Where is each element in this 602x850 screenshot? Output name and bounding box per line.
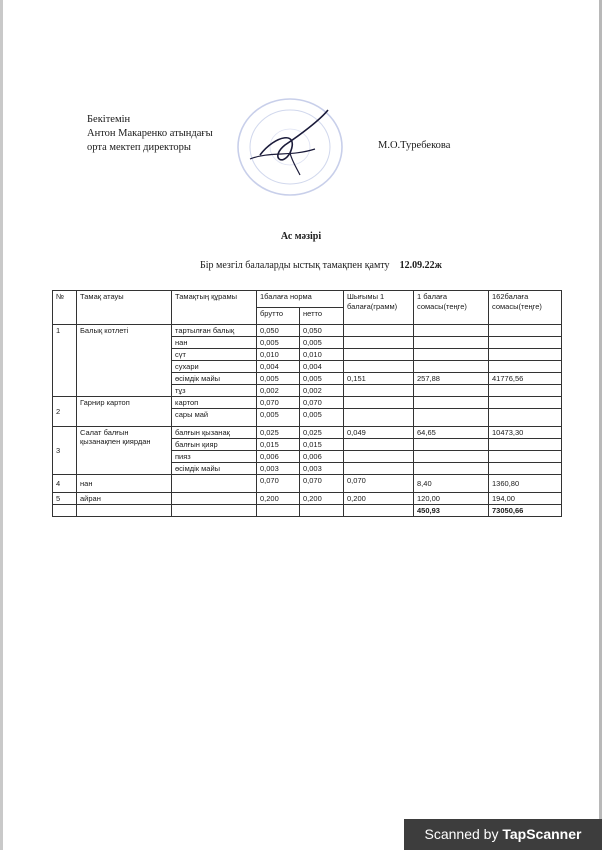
cell-dish: айран	[77, 493, 172, 505]
cell-yield	[344, 337, 414, 349]
cell-brutto: 0,005	[257, 409, 300, 427]
cell-netto: 0,005	[300, 373, 344, 385]
header-brutto: брутто	[257, 308, 300, 325]
table-row	[53, 325, 562, 337]
document-title: Ас мәзірі	[280, 231, 322, 242]
totals-row	[53, 505, 562, 517]
official-stamp-and-signature	[230, 95, 350, 205]
cell-netto: 0,003	[300, 463, 344, 475]
cell-yield	[344, 361, 414, 373]
cell-num: 4	[53, 475, 77, 493]
approval-line-3: орта мектеп директоры	[87, 142, 191, 153]
totals-empty-cell	[344, 505, 414, 517]
cell-yield	[344, 463, 414, 475]
cell-ingredient: тартылған балық	[172, 325, 257, 337]
cell-netto: 0,002	[300, 385, 344, 397]
header-yield: Шығымы 1 балаға(грамм)	[344, 291, 414, 325]
cell-yield: 0,151	[344, 373, 414, 385]
cell-cost-all	[489, 325, 562, 337]
cell-netto: 0,015	[300, 439, 344, 451]
cell-cost-one	[414, 325, 489, 337]
cell-yield: 0,049	[344, 427, 414, 439]
cell-cost-all	[489, 451, 562, 463]
cell-cost-one	[414, 385, 489, 397]
cell-cost-one	[414, 439, 489, 451]
cell-cost-one	[414, 451, 489, 463]
cell-cost-all: 194,00	[489, 493, 562, 505]
cell-netto: 0,005	[300, 337, 344, 349]
cell-ingredient: пияз	[172, 451, 257, 463]
cell-dish: Гарнир картоп	[77, 397, 172, 427]
cell-ingredient: өсімдік майы	[172, 373, 257, 385]
cell-cost-all	[489, 409, 562, 427]
header-cost-all: 162балаға сомасы(теңге)	[489, 291, 562, 325]
cell-ingredient: картоп	[172, 397, 257, 409]
cell-netto: 0,006	[300, 451, 344, 463]
cell-brutto: 0,005	[257, 373, 300, 385]
approval-line-1: Бекітемін	[87, 114, 131, 125]
cell-ingredient: тұз	[172, 385, 257, 397]
cell-yield: 0,200	[344, 493, 414, 505]
watermark-brand: TapScanner	[502, 826, 582, 842]
header-cost-one: 1 балаға сомасы(теңге)	[414, 291, 489, 325]
approval-line-2: Антон Макаренко атындағы	[87, 128, 213, 139]
cell-cost-one: 64,65	[414, 427, 489, 439]
cell-yield: 0,070	[344, 475, 414, 493]
cell-ingredient: сухари	[172, 361, 257, 373]
cell-brutto: 0,002	[257, 385, 300, 397]
cell-netto: 0,070	[300, 475, 344, 493]
cell-cost-one: 8,40	[414, 475, 489, 493]
scan-edge-left	[0, 0, 3, 850]
cell-cost-one	[414, 349, 489, 361]
table-header-row	[53, 291, 562, 308]
cell-yield	[344, 451, 414, 463]
cell-ingredient: сары май	[172, 409, 257, 427]
cell-ingredient: балғын қызанақ	[172, 427, 257, 439]
cell-cost-one: 257,88	[414, 373, 489, 385]
table-row	[53, 427, 562, 439]
cell-yield	[344, 325, 414, 337]
cell-netto: 0,025	[300, 427, 344, 439]
cell-brutto: 0,004	[257, 361, 300, 373]
cell-cost-all	[489, 463, 562, 475]
cell-brutto: 0,005	[257, 337, 300, 349]
cell-cost-all	[489, 337, 562, 349]
header-norm: 1балаға норма	[257, 291, 344, 308]
header-dish: Тамақ атауы	[77, 291, 172, 325]
totals-empty-cell	[77, 505, 172, 517]
table-row	[53, 397, 562, 409]
total-cost-all: 73050,66	[489, 505, 562, 517]
total-cost-one: 450,93	[414, 505, 489, 517]
cell-brutto: 0,200	[257, 493, 300, 505]
cell-yield	[344, 385, 414, 397]
menu-table	[52, 290, 562, 517]
cell-brutto: 0,070	[257, 397, 300, 409]
cell-cost-all: 41776,56	[489, 373, 562, 385]
cell-ingredient: балғын қияр	[172, 439, 257, 451]
cell-brutto: 0,003	[257, 463, 300, 475]
cell-cost-one	[414, 409, 489, 427]
cell-brutto: 0,070	[257, 475, 300, 493]
cell-yield	[344, 349, 414, 361]
cell-num: 2	[53, 397, 77, 427]
cell-cost-one	[414, 463, 489, 475]
cell-cost-all	[489, 349, 562, 361]
cell-num: 5	[53, 493, 77, 505]
watermark-prefix: Scanned by	[424, 826, 503, 842]
cell-cost-one	[414, 397, 489, 409]
cell-dish: Балық котлеті	[77, 325, 172, 397]
header-num: №	[53, 291, 77, 325]
cell-yield	[344, 397, 414, 409]
cell-ingredient: нан	[172, 337, 257, 349]
approval-block	[87, 113, 213, 155]
cell-brutto: 0,006	[257, 451, 300, 463]
cell-brutto: 0,010	[257, 349, 300, 361]
cell-dish: нан	[77, 475, 172, 493]
cell-cost-all	[489, 385, 562, 397]
cell-brutto: 0,015	[257, 439, 300, 451]
cell-netto: 0,070	[300, 397, 344, 409]
cell-brutto: 0,050	[257, 325, 300, 337]
cell-yield	[344, 439, 414, 451]
cell-cost-one: 120,00	[414, 493, 489, 505]
cell-netto: 0,010	[300, 349, 344, 361]
cell-netto: 0,004	[300, 361, 344, 373]
menu-date: 12.09.22ж	[399, 260, 442, 271]
subtitle-text: Бір мезгіл балаларды ыстық тамақпен қамту	[200, 260, 390, 271]
cell-ingredient: сүт	[172, 349, 257, 361]
menu-table-body	[53, 325, 562, 517]
totals-empty-cell	[53, 505, 77, 517]
table-row	[53, 475, 562, 493]
totals-empty-cell	[257, 505, 300, 517]
totals-empty-cell	[172, 505, 257, 517]
cell-yield	[344, 409, 414, 427]
totals-empty-cell	[300, 505, 344, 517]
cell-num: 1	[53, 325, 77, 397]
cell-cost-all: 10473,30	[489, 427, 562, 439]
header-composition: Тамақтың құрамы	[172, 291, 257, 325]
cell-ingredient: өсімдік майы	[172, 463, 257, 475]
cell-cost-all	[489, 397, 562, 409]
header-netto: нетто	[300, 308, 344, 325]
cell-ingredient	[172, 475, 257, 493]
table-row	[53, 493, 562, 505]
cell-cost-one	[414, 361, 489, 373]
cell-cost-all	[489, 361, 562, 373]
cell-netto: 0,200	[300, 493, 344, 505]
cell-cost-one	[414, 337, 489, 349]
cell-cost-all: 1360,80	[489, 475, 562, 493]
cell-netto: 0,005	[300, 409, 344, 427]
cell-brutto: 0,025	[257, 427, 300, 439]
cell-dish: Салат балғын қызанақпен қиярдан	[77, 427, 172, 475]
cell-ingredient	[172, 493, 257, 505]
document-subtitle	[200, 260, 442, 271]
director-name: М.О.Туребекова	[378, 140, 451, 151]
cell-cost-all	[489, 439, 562, 451]
scanner-watermark	[404, 819, 602, 850]
cell-num: 3	[53, 427, 77, 475]
cell-netto: 0,050	[300, 325, 344, 337]
